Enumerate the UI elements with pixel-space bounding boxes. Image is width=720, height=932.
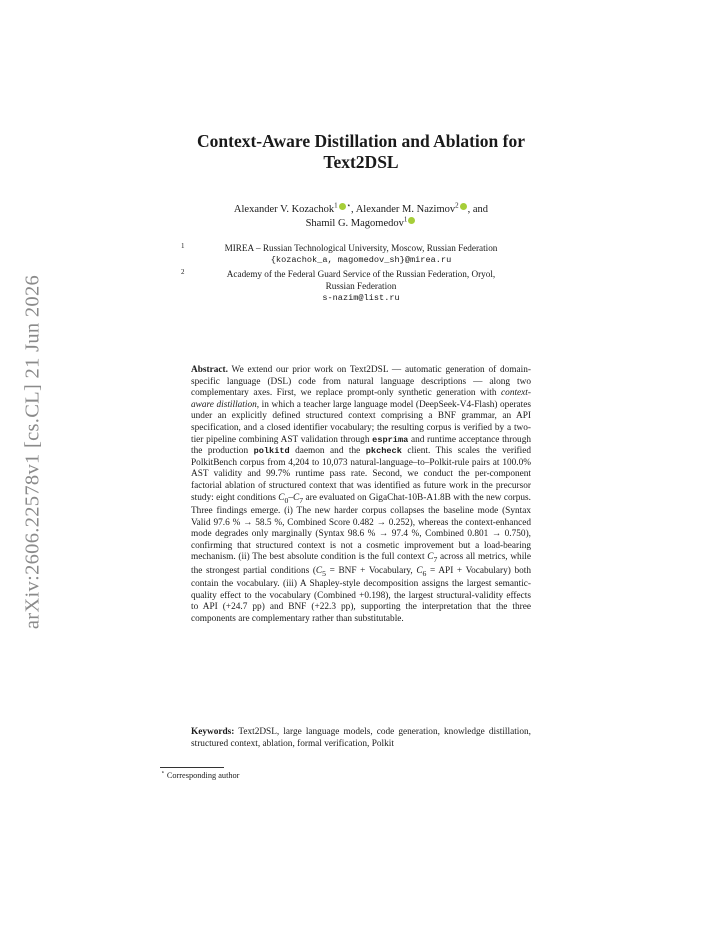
orcid-icon[interactable] <box>460 203 467 210</box>
orcid-icon[interactable] <box>408 217 415 224</box>
keywords <box>191 727 531 750</box>
arxiv-identifier: arXiv:2606.22578v1 [cs.CL] 21 Jun 2026 <box>21 274 44 630</box>
affiliation-2: 2 Academy of the Federal Guard Service of the Russian Federation, Oryol, Russian Federation s-nazim@list.ru <box>175 268 547 304</box>
orcid-icon[interactable] <box>339 203 346 210</box>
author-3: Shamil G. Magomedov <box>305 217 404 229</box>
affiliation-1: 1 MIREA – Russian Technological University, Moscow, Russian Federation {kozachok_a, magomedov_sh}@mirea.ru <box>175 242 547 266</box>
corresponding-mark: ⋆ <box>346 201 352 210</box>
title-line-1: Context-Aware Distillation and Ablation for <box>197 131 525 151</box>
title-line-2: Text2DSL <box>323 152 399 172</box>
keywords-label: Keywords: <box>191 727 235 737</box>
author-list: Alexander V. Kozachok$^1$ ⋆, Alexander M. Nazimov$^2$ , and Shamil G. Magomedov$^1$ <box>233 201 489 229</box>
arxiv-sidebar <box>13 262 53 642</box>
affiliation-2-email[interactable]: s-nazim@list.ru <box>322 293 400 303</box>
footnote-rule <box>160 767 224 768</box>
affiliation-1-email[interactable]: {kozachok_a, magomedov_sh}@mirea.ru <box>270 255 452 265</box>
abstract-label: Abstract. <box>191 365 228 375</box>
footnote: ⋆ Corresponding author <box>161 770 240 780</box>
author-1: Alexander V. Kozachok <box>233 204 335 215</box>
paper-title <box>150 131 572 173</box>
author-2: , Alexander M. Nazimov <box>351 204 456 215</box>
keywords-text: Text2DSL, large language models, code generation, knowledge distillation, structured context, ablation, formal verification, Polkit <box>191 727 531 749</box>
abstract: Abstract. We extend our prior work on Text2DSL — automatic generation of domain-specific language (DSL) code from natural language descriptions — along two complementary axes. First, we replace prompt-only synthetic generation with context-aware distillation, in which a teacher large language model (DeepSeek-V4-Flash) operates under an explicitly defined structured context comprising a BNF grammar, an API specification, and a closed identifier vocabulary; the resulting corpus is verified by a two-tier pipeline combining AST validation through esprima and runtime acceptance through the production polkitd daemon and the pkcheck client. This scales the verified PolkitBench corpus from 4,204 to 10,073 natural-language–to–Polkit-rule pairs at 100.0% AST validity and 99.7% runtime pass rate. Second, we conduct the per-component factorial ablation of structured context that was identified as future work in the precursor study: eight conditions $C_0-C_7$ are evaluated on GigaChat-10B-A1.8B with the new corpus. Three findings emerge. (i) The new harder corpus collapses the baseline mode (Syntax Valid 97.6 % → 58.5 %, Combined Score 0.482 → 0.252), whereas the context-enhanced mode degrades only marginally (Syntax 98.6 % → 97.4 %, Combined 0.801 → 0.750), confirming that structured context is not a cosmetic improvement but a load-bearing mechanism. (ii) The best absolute condition is the full context $C_7$ across all metrics, while the strongest partial conditions ($C_5$ = BNF + Vocabulary, $C_6$ = API + Vocabulary) both contain the vocabulary. (iii) A Shapley-style decomposition assigns the largest semantic-quality effect to the vocabulary (Combined +0.198), the largest structural-validity effects to API (+24.7 pp) and BNF (+22.3 pp), supporting the interpretation that the three components are complementary rather than substitutable. <box>191 365 532 625</box>
